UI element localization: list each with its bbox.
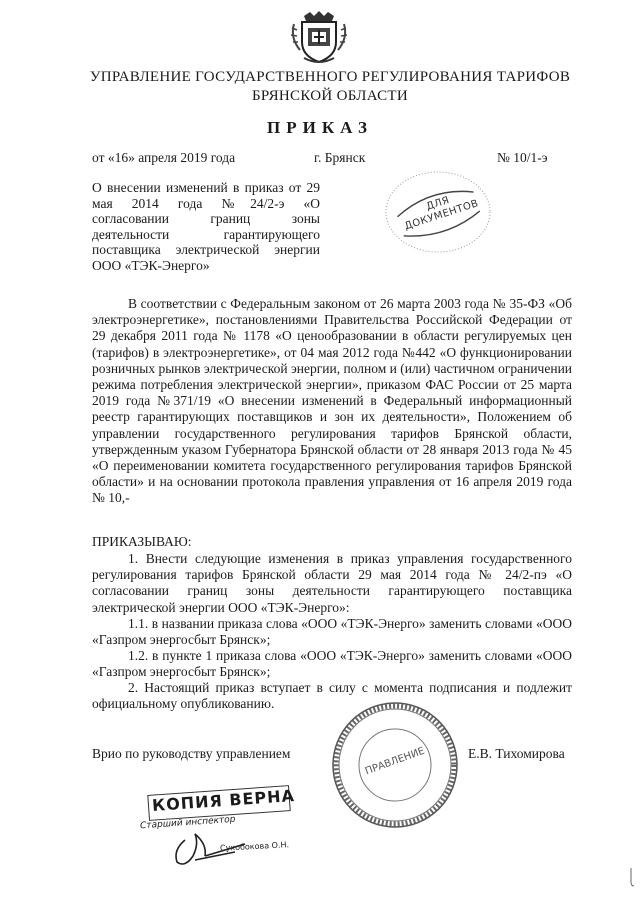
signer-name: Е.В. Тихомирова: [468, 746, 565, 761]
item-1-2: 1.2. в пункте 1 приказа слова «ООО «ТЭК-Энерго» заменить словами «ООО «Газпром энергосбыт Брянск»;: [92, 648, 572, 680]
copy-stamp-name: Сухобокова О.Н.: [219, 840, 290, 853]
item-1: 1. Внести следующие изменения в приказ управления государственного регулирования тарифов Брянской области 29 мая 2014 года № 24/2-пэ «О согласовании границ зоны деятельности гарантирующего поставщика электрической энергии ООО «ТЭК-Энерго»:: [92, 551, 572, 615]
order-subject: О внесении изменений в приказ от 29 мая 2014 года №24/2-э «О согласовании границ зоны деятельности гарантирующего поставщика электрической энергии ООО «ТЭК-Энерго»: [92, 180, 320, 273]
document-type-title: ПРИКАЗ: [267, 118, 373, 137]
for-documents-stamp: [380, 160, 498, 260]
coat-of-arms-emblem: [288, 8, 350, 66]
for-documents-stamp-text: ДЛЯ ДОКУМЕНТОВ: [403, 194, 481, 233]
copy-stamp-role: Старший инспектор: [139, 814, 236, 832]
copy-stamp-title: КОПИЯ ВЕРНА: [151, 786, 296, 815]
org-name-line1: УПРАВЛЕНИЕ ГОСУДАРСТВЕННОГО РЕГУЛИРОВАНИЯ ТАРИФОВ: [89, 69, 571, 85]
org-name-line2: БРЯНСКОЙ ОБЛАСТИ: [251, 88, 409, 104]
signer-position: Врио по руководству управлением: [92, 746, 291, 761]
handwritten-signature: [155, 810, 295, 870]
order-date: от «16» апреля 2019 года: [92, 150, 236, 165]
order-number: № 10/1-э: [497, 150, 548, 165]
order-city: г. Брянск: [314, 150, 366, 165]
round-seal-center-text: ПРАВЛЕНИЕ: [363, 745, 427, 778]
page-edge-mark: [626, 868, 636, 888]
round-seal: [330, 700, 460, 830]
item-1-1: 1.1. в названии приказа слова «ООО «ТЭК-Энерго» заменить словами «ООО «Газпром энергосбыт Брянск»;: [92, 616, 572, 648]
item-2: 2. Настоящий приказ вступает в силу с момента подписания и подлежит официальному опубликованию.: [92, 680, 572, 712]
preamble-paragraph: В соответствии с Федеральным законом от 26 марта 2003 года № 35-ФЗ «Об электроэнергетике», постановлениями Правительства Российской Федерации от 29 декабря 2011 года № 1178 «О ценообразовании в области регулируемых цен (тарифов) в электроэнергетике», от 04 мая 2012 года №442 «О функционировании розничных рынков электрической энергии, полном и (или) частичном ограничении режима потребления электрической энергии», приказом ФАС России от 25 марта 2019 года №371/19 «О внесении изменений в Федеральный информационный реестр гарантирующих поставщиков и зон их деятельности», Положением об управлении государственного регулирования тарифов Брянской области, утвержденным указом Губернатора Брянской области от 28 января 2013 года № 45 «О переименовании комитета государственного регулирования тарифов Брянской области» и на основании протокола правления управления от 16 апреля 2019 года № 10,-: [92, 296, 573, 506]
order-directive: ПРИКАЗЫВАЮ:: [92, 534, 192, 549]
